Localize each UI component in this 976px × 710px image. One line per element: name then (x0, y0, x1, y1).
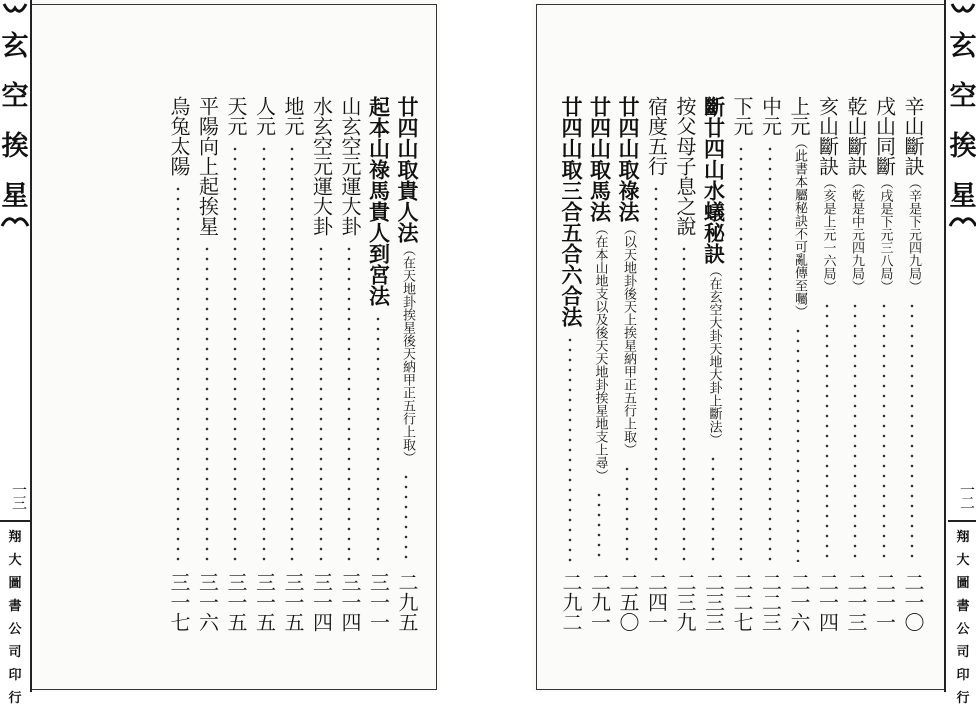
book-gutter (440, 0, 532, 692)
leader-dots (825, 301, 829, 562)
leader-dots (910, 301, 914, 562)
toc-page-number: 二一六 (787, 572, 811, 632)
toc-page-number: 二九五 (395, 572, 419, 632)
toc-entry (843, 96, 869, 676)
toc-entry-note: （乾是中元四九局） (849, 176, 864, 293)
toc-page-number: 三一六 (195, 572, 220, 632)
toc-entry-title: 天元 (224, 96, 248, 136)
left-folio: 一三 (10, 482, 28, 508)
cloud-ornament-icon (0, 212, 30, 232)
left-book-title: 玄 空 挨 星 (1, 31, 29, 212)
toc-page-number: 三一七 (167, 572, 191, 632)
toc-entry (615, 96, 641, 676)
toc-entry-title: 按父母子息之說 (673, 96, 697, 236)
leader-dots (376, 314, 380, 562)
cloud-ornament-icon (948, 0, 976, 20)
right-book-title: 玄 空 挨 星 (949, 31, 976, 212)
leader-dots (768, 144, 772, 562)
leader-dots (205, 244, 209, 562)
left-publisher-imprint: 翔 大 圖 書 公 司 印 行 (0, 520, 30, 710)
toc-entry-title: 人元 (252, 96, 277, 136)
toc-page-number: 二一〇 (901, 572, 925, 632)
leader-dots (233, 144, 237, 562)
toc-page-number: 三一四 (309, 572, 334, 632)
toc-entry-title: 廿四山取貴人法 (395, 96, 419, 243)
leader-dots (597, 490, 601, 562)
toc-entry-title: 亥山斷訣 (815, 96, 840, 176)
toc-entry (366, 96, 392, 676)
toc-page-number: 三一五 (224, 572, 248, 632)
toc-entry-note: （戌是下元三八局） (877, 176, 893, 293)
toc-entry (166, 96, 192, 676)
toc-entry-title: 廿四山取祿法 (616, 96, 640, 222)
toc-entry-note: （在本山地支以及後天天地卦挨星地支上尋） (592, 222, 608, 482)
toc-page-number: 二九一 (587, 572, 612, 632)
leader-dots (711, 454, 715, 562)
leader-dots (796, 326, 800, 562)
leader-dots (853, 301, 857, 562)
toc-page-number: 二三三 (701, 572, 726, 632)
toc-entry-title: 地元 (281, 96, 305, 136)
leader-dots (319, 244, 323, 562)
toc-entry (872, 96, 898, 676)
leader-dots (262, 144, 266, 562)
leader-dots (882, 301, 886, 562)
leader-dots (654, 184, 658, 562)
right-side-band (944, 0, 976, 706)
toc-page-number: 二三九 (673, 572, 697, 632)
toc-entry-note: （以天地卦後天上挨星納甲正五行上取） (621, 222, 636, 456)
toc-page-number: 二一四 (815, 572, 840, 632)
right-folio: 一二 (958, 482, 976, 508)
toc-entry (223, 96, 249, 676)
cloud-ornament-icon (0, 0, 30, 20)
toc-entry (644, 96, 670, 676)
leader-dots (682, 244, 686, 562)
toc-entry (558, 96, 584, 676)
toc-page-number: 三一一 (366, 572, 391, 632)
toc-entry-title: 平陽向上起挨星 (195, 96, 220, 236)
toc-entry (672, 96, 698, 676)
toc-entry-title: 中元 (758, 96, 783, 136)
toc-entry-title: 上元 (787, 96, 811, 136)
toc-page-number: 二五〇 (616, 572, 640, 632)
leader-dots (568, 335, 572, 562)
toc-entry-title: 水玄空元運大卦 (309, 96, 334, 236)
leader-dots (739, 144, 743, 562)
right-page (532, 0, 976, 706)
toc-page-number: 三一五 (281, 572, 305, 632)
toc-page-number: 三一五 (252, 572, 277, 632)
leader-dots (347, 244, 351, 562)
toc-entry-note: （亥是上元一六局） (820, 176, 836, 293)
toc-entry (309, 96, 335, 676)
toc-entry (786, 96, 812, 676)
toc-entry (195, 96, 221, 676)
toc-entry-note: （在天地卦挨星後天納甲正五行上取） (400, 243, 415, 464)
toc-page-number: 二一三 (844, 572, 868, 632)
toc-entry-note: （在玄空大卦天地大卦上斷法） (706, 264, 722, 446)
left-side-band (0, 0, 32, 706)
toc-page-number: 二四一 (644, 572, 669, 632)
toc-entry (758, 96, 784, 676)
toc-page-number: 三一四 (338, 572, 362, 632)
toc-entry (900, 96, 926, 676)
toc-entry-title: 戌山同斷 (872, 96, 897, 176)
leader-dots (176, 184, 180, 562)
toc-entry-title: 宿度五行 (644, 96, 669, 176)
toc-page-number: 二九二 (559, 572, 583, 632)
right-publisher-imprint: 翔 大 圖 書 公 司 印 行 (948, 520, 976, 710)
toc-entry-title: 辛山斷訣 (901, 96, 925, 176)
leader-dots (404, 472, 408, 562)
toc-entry-title: 山玄空元運大卦 (338, 96, 362, 236)
toc-entry-title: 下元 (730, 96, 754, 136)
toc-entry-title: 起本山祿馬貴人到宮法 (366, 96, 391, 306)
toc-entry (815, 96, 841, 676)
left-page (0, 0, 440, 706)
toc-entry-note: （辛是下元四九局） (906, 176, 921, 293)
toc-entry-title: 廿四山取三合五合六合法 (559, 96, 583, 327)
toc-page-number: 二二三 (758, 572, 783, 632)
toc-page-number: 二二七 (730, 572, 754, 632)
toc-page-number: 二一一 (872, 572, 897, 632)
cloud-ornament-icon (948, 212, 976, 232)
toc-entry (701, 96, 727, 676)
toc-entry-title: 乾山斷訣 (844, 96, 868, 176)
toc-entry-title: 廿四山取馬法 (587, 96, 612, 222)
toc-entry-note: （此書本屬秘訣不可亂傳至囑） (792, 136, 807, 318)
leader-dots (290, 144, 294, 562)
toc-entry (729, 96, 755, 676)
toc-entry-title: 烏兔太陽 (167, 96, 191, 176)
toc-entry (252, 96, 278, 676)
toc-entry (337, 96, 363, 676)
leader-dots (625, 464, 629, 562)
toc-entry (587, 96, 613, 676)
toc-entry (280, 96, 306, 676)
toc-entry-title: 斷廿四山水蟻秘訣 (701, 96, 726, 264)
toc-entry (394, 96, 420, 676)
